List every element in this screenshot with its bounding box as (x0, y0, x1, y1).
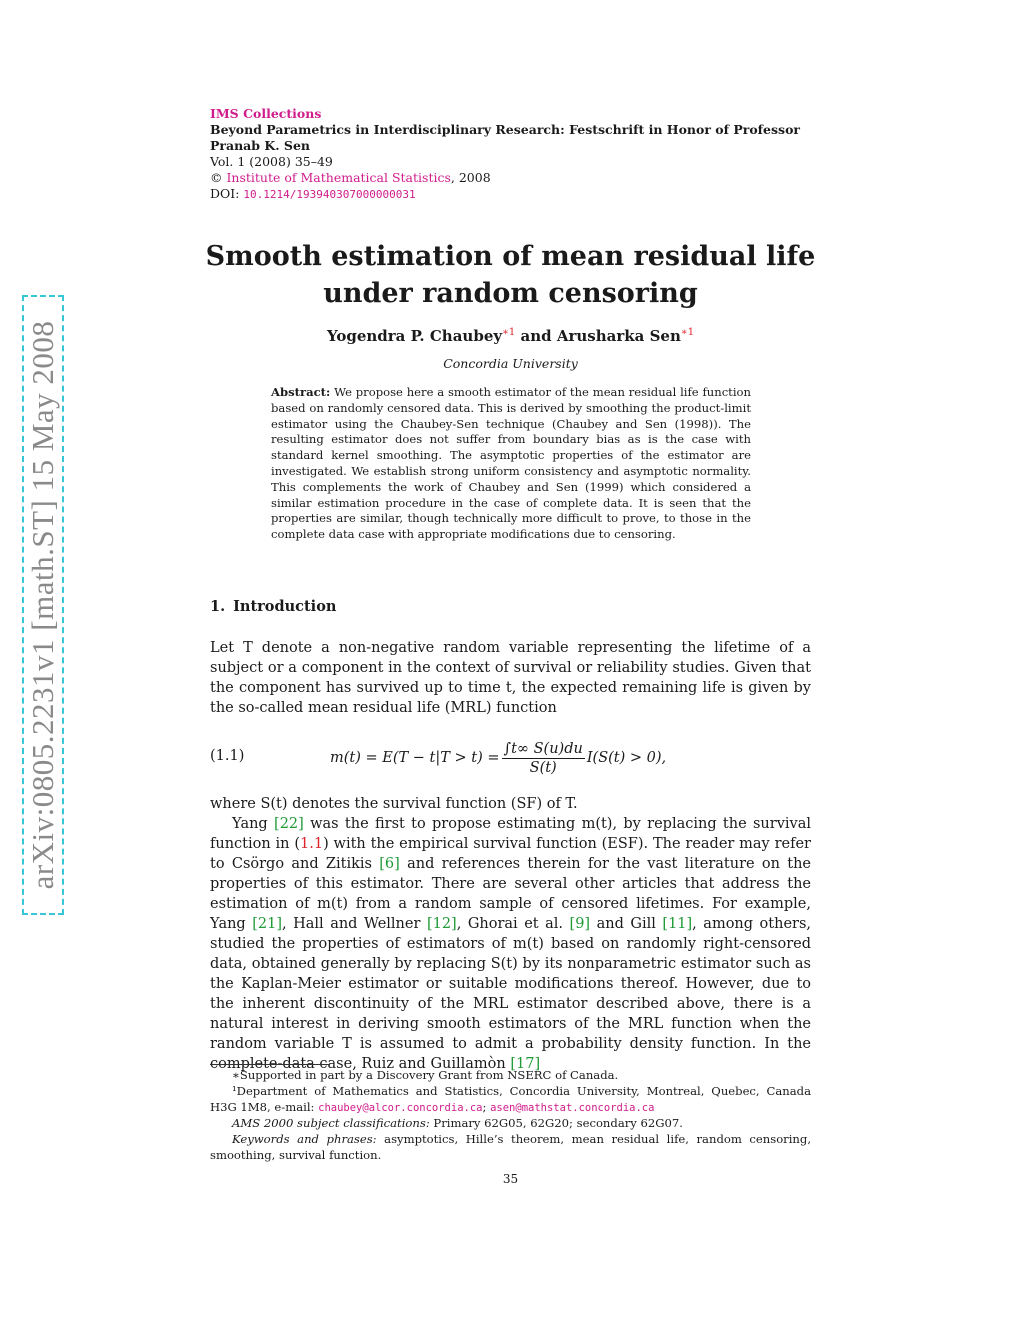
text-run: and Gill (590, 916, 663, 932)
arxiv-identifier[interactable]: arXiv:0805.2231v1 [math.ST] 15 May 2008 (25, 320, 60, 890)
citation-link[interactable]: [11] (662, 916, 693, 932)
section-number: 1. (210, 598, 226, 615)
doi-line (210, 186, 811, 203)
intro-paragraph-2: where S(t) denotes the survival function (SF) of T. (210, 796, 578, 812)
arxiv-identifier-stamp[interactable] (22, 295, 64, 915)
abstract-label: Abstract: (271, 385, 331, 399)
fraction-denominator: S(t) (529, 759, 557, 776)
equation-fraction (502, 741, 585, 776)
ams-label: AMS 2000 subject classifications: (232, 1116, 430, 1131)
page-number: 35 (502, 1172, 519, 1186)
affiliation: Concordia University (443, 356, 578, 371)
citation-link[interactable]: [12] (426, 916, 457, 932)
doi-label: DOI: (210, 186, 240, 201)
publication-header (210, 106, 811, 203)
publisher-link[interactable]: Institute of Mathematical Statistics (226, 170, 451, 185)
author-conjunction: and (520, 327, 552, 345)
equation-1-1 (210, 734, 811, 782)
author-list (160, 327, 861, 345)
book-title: Beyond Parametrics in Interdisciplinary Research: Festschrift in Honor of Professor Pranab K. Sen (210, 122, 801, 153)
text-run: was the first to propose estimating m(t), by replacing the survival function in ( (210, 816, 811, 852)
citation-link[interactable]: [22] (274, 816, 304, 832)
text-run: ) with the empirical survival function (ESF). The reader may refer to Csörgo and Zitikis (210, 836, 811, 872)
equation-reference-link[interactable]: 1.1 (300, 836, 324, 852)
footnote-affiliation (210, 1084, 811, 1117)
footnote-divider (210, 1064, 330, 1065)
citation-link[interactable]: [21] (252, 916, 282, 932)
section-title: Introduction (233, 598, 337, 615)
ams-codes: Primary 62G05, 62G20; secondary 62G07. (429, 1116, 683, 1131)
intro-paragraph-3 (210, 814, 811, 1074)
copyright-line (210, 170, 811, 186)
author-name: Yogendra P. Chaubey (326, 327, 503, 345)
author-name: Arusharka Sen (556, 327, 681, 345)
equation-label: (1.1) (210, 748, 245, 764)
volume-info: Vol. 1 (2008) 35–49 (210, 154, 333, 169)
fraction-numerator: ∫t∞ S(u)du (503, 740, 583, 757)
text-run: and references therein for the vast literature on the properties of this estimator. There are several other articles that address the estimation of m(t) from a random sample of censored lifetimes. For example, Yang (210, 856, 811, 932)
copyright-icon: © (210, 170, 223, 185)
email-link[interactable]: asen@mathstat.concordia.ca (490, 1101, 655, 1114)
citation-link[interactable]: [17] (510, 1056, 541, 1072)
footnote-funding: ∗Supported in part by a Discovery Grant from NSERC of Canada. (232, 1068, 619, 1082)
email-link[interactable]: chaubey@alcor.concordia.ca (318, 1101, 483, 1114)
series-name[interactable]: IMS Collections (210, 106, 322, 121)
paper-title (160, 238, 861, 312)
text-run: Yang (232, 816, 275, 832)
email-separator: ; (482, 1099, 491, 1114)
title-line-1: Smooth estimation of mean residual life (205, 241, 816, 272)
footnote-affiliation-text: ¹Department of Mathematics and Statistics, Concordia University, Montreal, Quebec, Canada H3G 1M8, e-mail: (210, 1083, 811, 1114)
abstract (271, 385, 751, 543)
footnote-ams (210, 1116, 811, 1132)
section-heading (210, 598, 811, 615)
equation-body (330, 734, 666, 782)
doi-link[interactable]: 10.1214/193940307000000031 (243, 188, 416, 201)
intro-paragraph-1: Let T denote a non-negative random variable representing the lifetime of a subject or a component in the context of survival or reliability studies. Given that the component has survived up to time t, the expected remaining life is given by the so-called mean residual life (MRL) function (210, 640, 811, 716)
equation-rhs: I(S(t) > 0), (586, 750, 667, 766)
footnotes (210, 1068, 811, 1164)
keywords-label: Keywords and phrases: (232, 1132, 377, 1147)
citation-link[interactable]: [6] (379, 856, 400, 872)
equation-lhs: m(t) = E(T − t|T > t) = (330, 750, 500, 766)
copyright-year: , 2008 (450, 170, 491, 185)
text-run: , Ghorai et al. (456, 916, 570, 932)
text-run: , among others, studied the properties of estimators of m(t) based on randomly right-censored data, obtained generally by replacing S(t) by its nonparametric estimator such as the Kaplan-Meier estimator or suitable modifications thereof. However, due to the inherent discontinuity of the MRL estimator described above, there is a natural interest in deriving smooth estimators of the MRL function when the random variable T is assumed to admit a probability density function. In the complete-data case, Ruiz and Guillamòn (210, 916, 812, 1072)
citation-link[interactable]: [9] (569, 916, 591, 932)
footnote-keywords (210, 1132, 811, 1164)
keywords-list: asymptotics, Hille’s theorem, mean residual life, random censoring, smoothing, survival function. (210, 1132, 811, 1162)
footnote-mark[interactable]: ∗1 (502, 327, 516, 338)
footnote-mark[interactable]: ∗1 (680, 327, 695, 338)
abstract-text: We propose here a smooth estimator of the mean residual life function based on randomly censored data. This is derived by smoothing the product-limit estimator using the Chaubey-Sen technique (Chaubey and Sen (1998)). The resulting estimator does not suffer from boundary bias as is the case with standard kernel smoothing. The asymptotic properties of the estimator are investigated. We establish strong uniform consistency and asymptotic normality. This complements the work of Chaubey and Sen (1999) which considered a similar estimation procedure in the case of complete data. It is seen that the properties are similar, though technically more difficult to prove, to those in the complete data case with appropriate modifications due to censoring. (271, 385, 751, 542)
text-run: , Hall and Wellner (282, 916, 427, 932)
title-line-2: under random censoring (323, 278, 698, 309)
